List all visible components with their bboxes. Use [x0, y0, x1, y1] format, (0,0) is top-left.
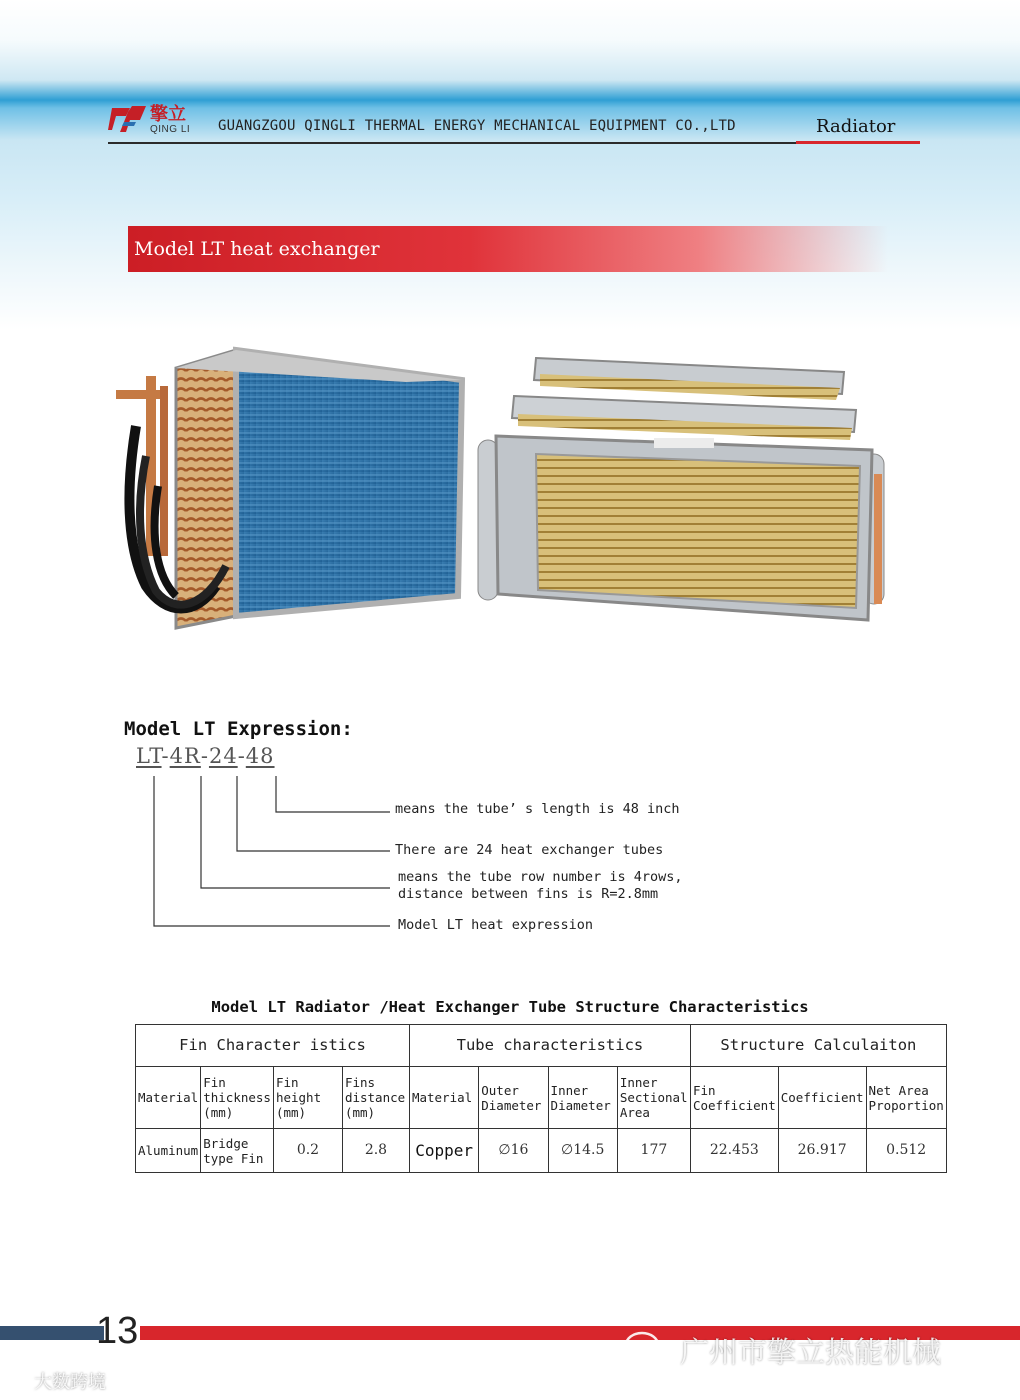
header-fin-height: Fin height (mm): [273, 1067, 342, 1129]
cell-fin-material: Aluminum: [136, 1129, 201, 1173]
cell-net-area: 0.512: [866, 1129, 946, 1173]
note-tubes: There are 24 heat exchanger tubes: [395, 842, 664, 858]
table-title: Model LT Radiator /Heat Exchanger Tube Structure Characteristics: [211, 998, 809, 1016]
cell-inner-diameter: ∅14.5: [548, 1129, 617, 1173]
cell-fins-distance: 2.8: [342, 1129, 409, 1173]
header-fins-distance: Fins distance (mm): [342, 1067, 409, 1129]
company-name: GUANGZGOU QINGLI THERMAL ENERGY MECHANICAL EQUIPMENT CO.,LTD: [218, 118, 736, 134]
section-label: Radiator: [816, 116, 896, 137]
cell-coefficient: 26.917: [778, 1129, 866, 1173]
header-inner-diameter: Inner Diameter: [548, 1067, 617, 1129]
spec-table: [135, 1024, 947, 1173]
header-fin-coefficient: Fin Coefficient: [690, 1067, 778, 1129]
note-length: means the tube’ s length is 48 inch: [395, 801, 680, 817]
group-fin: Fin Character istics: [136, 1025, 410, 1067]
cell-outer-diameter: ∅16: [479, 1129, 548, 1173]
header-fin-thickness: Fin thickness (mm): [201, 1067, 274, 1129]
table-header-row: [136, 1067, 947, 1129]
watermark-text: 广州市擎立热能机械: [680, 1335, 942, 1369]
page-number: 13: [96, 1310, 139, 1352]
cell-fin-height: 0.2: [273, 1129, 342, 1173]
header-outer-diameter: Outer Diameter: [479, 1067, 548, 1129]
cell-fin-coefficient: 22.453: [690, 1129, 778, 1173]
logo-cn-text: 擎立: [150, 104, 186, 125]
group-structure: Structure Calculaiton: [690, 1025, 946, 1067]
header-tube-material: Material: [409, 1067, 478, 1129]
header-fin-material: Material: [136, 1067, 201, 1129]
brand-mark-icon: [6, 1368, 32, 1392]
note-rows-line2: distance between fins is R=2.8mm: [398, 886, 659, 902]
code-tubes: 24: [208, 744, 238, 768]
header-inner-area: Inner Sectional Area: [617, 1067, 690, 1129]
header-coefficient: Coefficient: [778, 1067, 866, 1129]
expression-title: Model LT Expression:: [124, 718, 353, 740]
page-title: Model LT heat exchanger: [134, 238, 380, 260]
cell-tube-material: Copper: [409, 1129, 478, 1173]
table-row: [136, 1129, 947, 1173]
cell-inner-area: 177: [617, 1129, 690, 1173]
model-code: LT-4R-24-48: [136, 744, 275, 768]
note-model: Model LT heat expression: [398, 917, 594, 933]
code-rows: 4R: [169, 744, 201, 768]
note-rows-line1: means the tube row number is 4rows,: [398, 869, 683, 885]
group-tube: Tube characteristics: [409, 1025, 690, 1067]
code-length: 48: [245, 744, 275, 768]
logo-en-text: QING LI: [150, 124, 191, 135]
code-model: LT: [136, 744, 162, 768]
watermark-secondary: 大数跨境: [34, 1372, 106, 1393]
header-net-area: Net Area Proportion: [866, 1067, 946, 1129]
wechat-icon: [624, 1330, 672, 1366]
footer-blue-bar: [0, 1326, 104, 1340]
table-group-row: [136, 1025, 947, 1067]
cell-fin-thickness: Bridge type Fin: [201, 1129, 274, 1173]
